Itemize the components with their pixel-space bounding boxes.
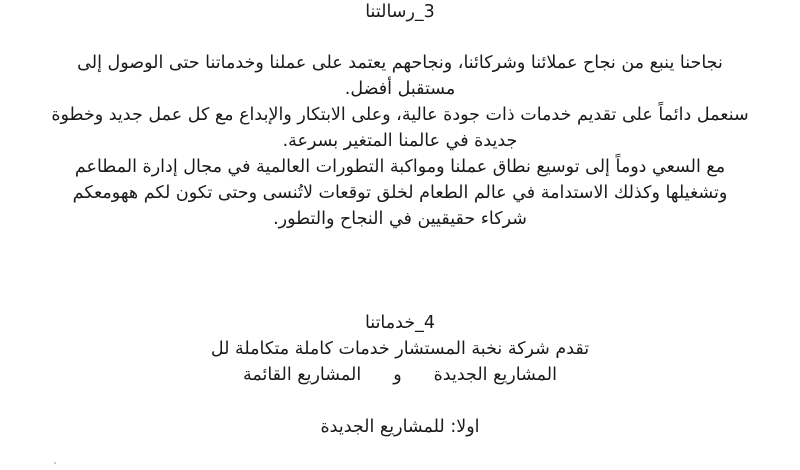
mission-paragraph-1-line-1: نجاحنا ينبع من نجاح عملائنا وشركائنا، ونجاحهم يعتمد على عملنا وخدماتنا حتى الوصول إلى — [77, 53, 723, 73]
mission-paragraph-2-line-1: سنعمل دائماً على تقديم خدمات ذات جودة عالية، وعلى الابتكار والإبداع مع كل عمل جديد وخطوة — [51, 105, 749, 125]
stray-dot-mark — [54, 462, 56, 464]
services-project-types-line — [0, 362, 800, 388]
conjunction-label: و — [393, 365, 402, 385]
section-heading-our-mission: 3_رسالتنا — [365, 2, 435, 22]
mission-paragraph-1-line-2: مستقبل أفضل. — [344, 79, 456, 99]
new-projects-subheading: اولا: للمشاريع الجديدة — [320, 417, 480, 437]
mission-paragraph-3-line-3: شركاء حقيقيين في النجاح والتطور. — [273, 209, 527, 229]
mission-paragraph-2-line-2: جديدة في عالمنا المتغير بسرعة. — [282, 131, 518, 151]
services-intro-line: تقدم شركة نخبة المستشار خدمات كاملة متكاملة لل — [210, 339, 590, 359]
section-heading-our-services: 4_خدماتنا — [364, 313, 436, 333]
new-projects-label: المشاريع الجديدة — [433, 365, 557, 385]
existing-projects-label: المشاريع القائمة — [242, 365, 362, 385]
mission-paragraph-3-line-2: وتشغيلها وكذلك الاستدامة في عالم الطعام لخلق توقعات لاتُنسى وحتى تكون لكم ههومعكم — [72, 183, 728, 203]
mission-paragraph-3-line-1: مع السعي دوماً إلى توسيع نطاق عملنا ومواكبة التطورات العالمية في مجال إدارة المطاعم — [74, 157, 726, 177]
